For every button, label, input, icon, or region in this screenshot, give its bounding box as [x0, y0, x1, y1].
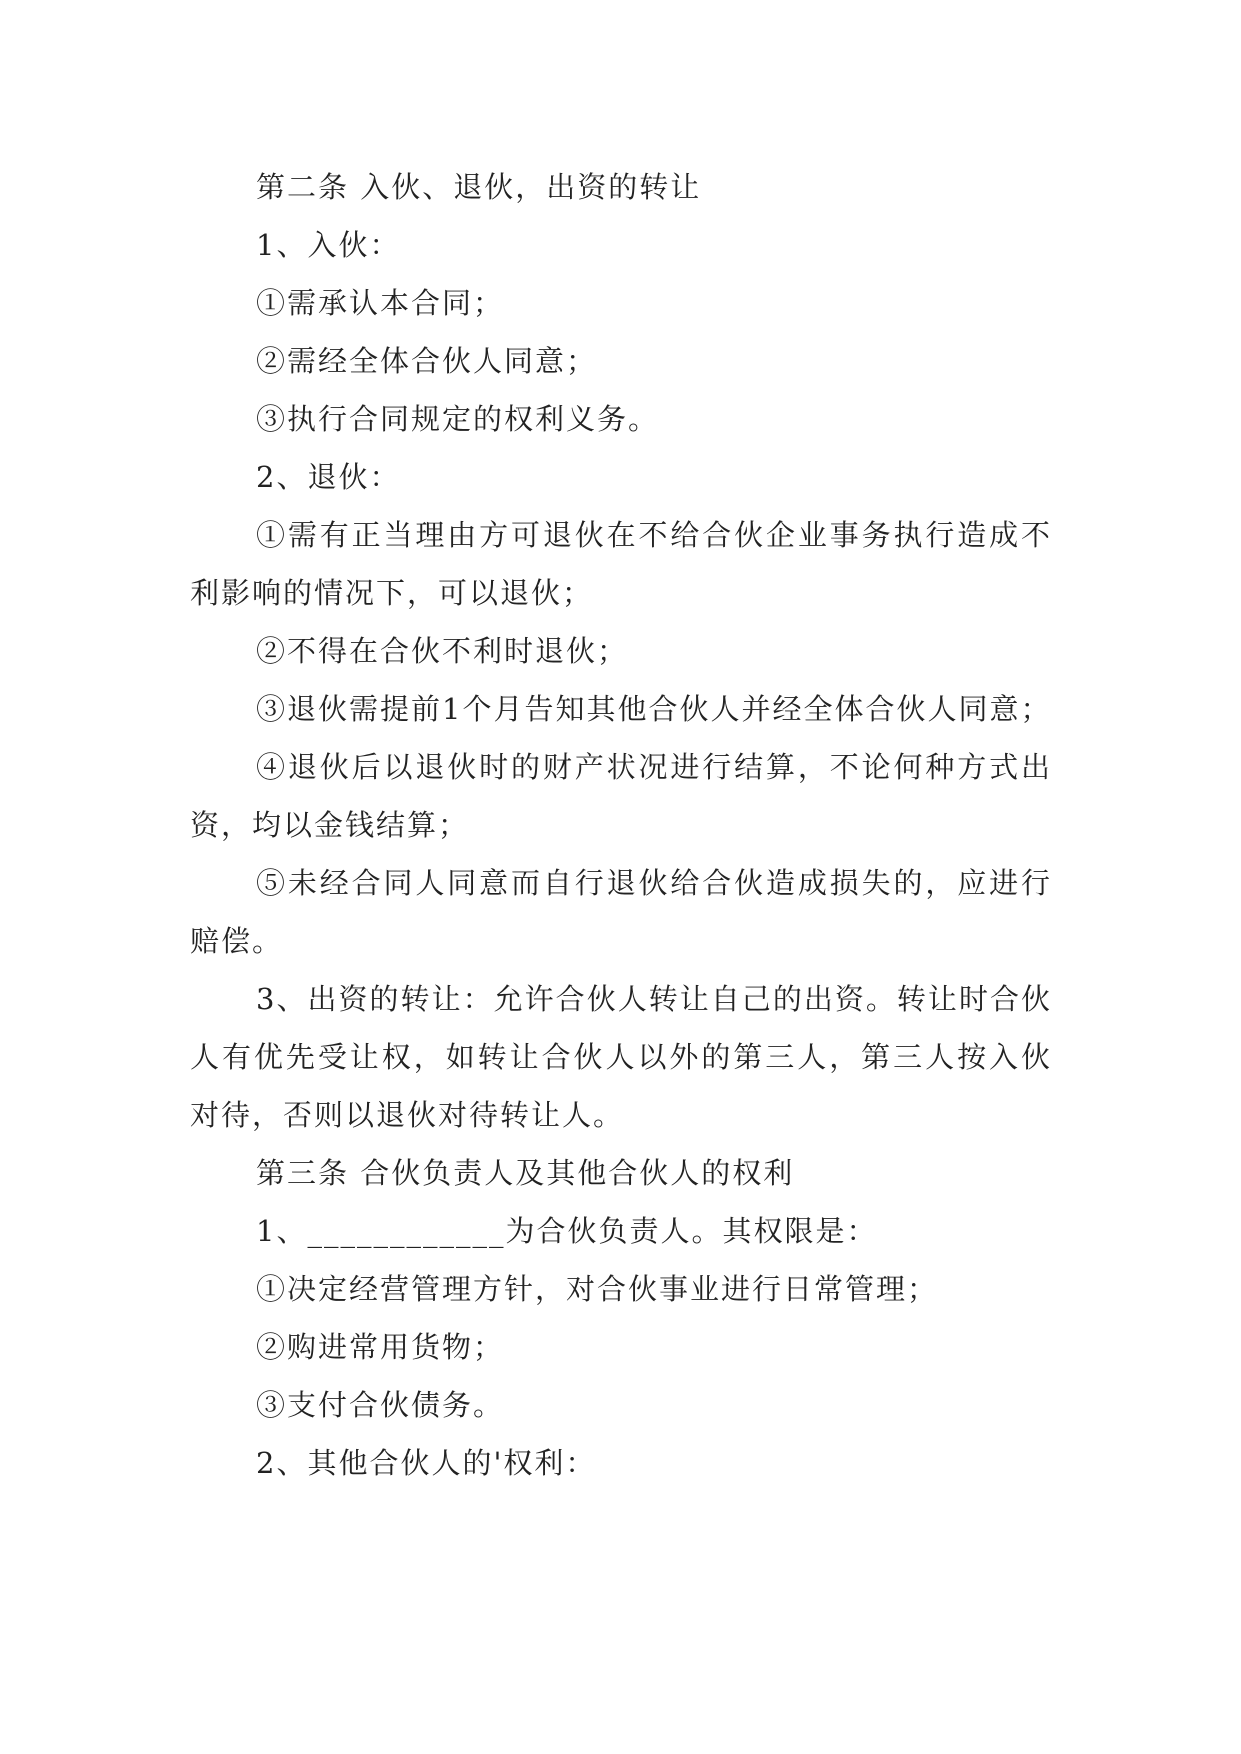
document-body — [190, 158, 1052, 1492]
responsible-partner-clause: 1、____________为合伙负责人。其权限是： — [256, 1214, 878, 1248]
withdrawal-item-2: ②不得在合伙不利时退伙； — [256, 634, 629, 668]
withdrawal-item-1: ①需有正当理由方可退伙在不给合伙企业事务执行造成不利影响的情况下，可以退伙； — [190, 518, 1052, 610]
other-partners-rights-heading: 2、其他合伙人的'权利： — [256, 1446, 597, 1480]
withdrawal-item-4: ④退伙后以退伙时的财产状况进行结算，不论何种方式出资，均以金钱结算； — [190, 750, 1052, 842]
section-3-transfer: 3、出资的转让：允许合伙人转让自己的出资。转让时合伙人有优先受让权，如转让合伙人以外的第三人，第三人按入伙对待，否则以退伙对待转让人。 — [190, 982, 1052, 1132]
authority-item-2: ②购进常用货物； — [256, 1330, 505, 1364]
article-2-heading: 第二条 入伙、退伙，出资的转让 — [256, 170, 702, 204]
authority-item-3: ③支付合伙债务。 — [256, 1388, 505, 1422]
joining-item-1: ①需承认本合同； — [256, 286, 505, 320]
article-3-heading: 第三条 合伙负责人及其他合伙人的权利 — [256, 1156, 795, 1190]
joining-item-3: ③执行合同规定的权利义务。 — [256, 402, 660, 436]
withdrawal-item-5: ⑤未经合同人同意而自行退伙给合伙造成损失的，应进行赔偿。 — [190, 866, 1052, 958]
authority-item-1: ①决定经营管理方针，对合伙事业进行日常管理； — [256, 1272, 939, 1306]
section-2-withdrawal: 2、退伙： — [256, 460, 401, 494]
joining-item-2: ②需经全体合伙人同意； — [256, 344, 598, 378]
withdrawal-item-3: ③退伙需提前1个月告知其他合伙人并经全体合伙人同意； — [256, 692, 1052, 726]
section-1-joining: 1、入伙： — [256, 228, 401, 262]
